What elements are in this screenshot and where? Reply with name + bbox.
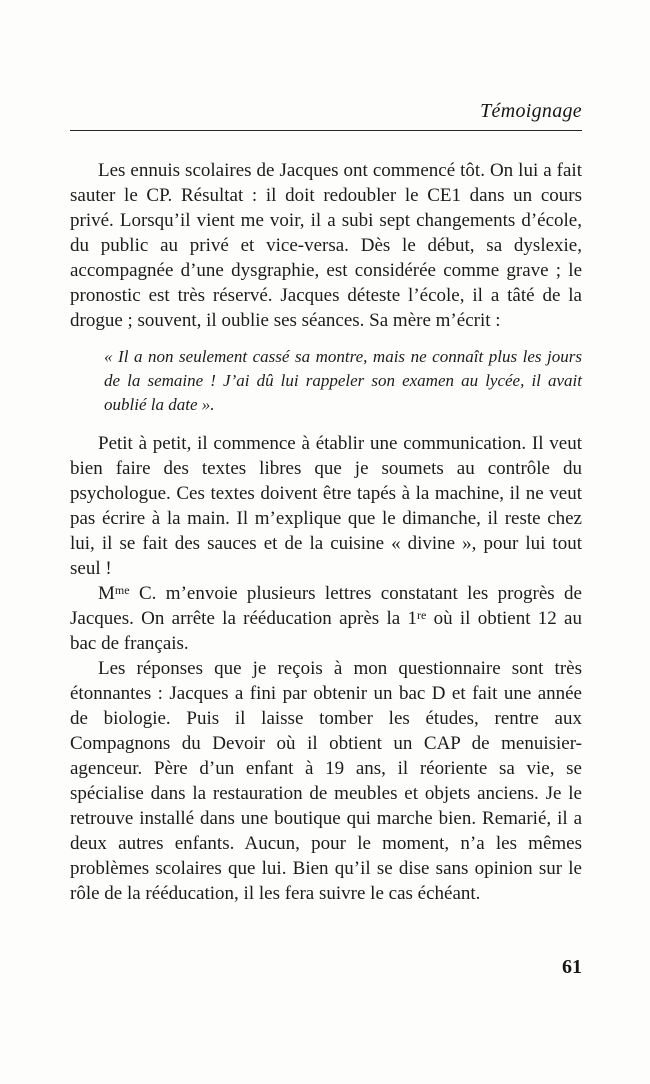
page-number: 61 (562, 956, 582, 978)
paragraph-4: Les réponses que je reçois à mon questionnaire sont très étonnantes : Jacques a fini par obtenir un bac D et fait une année de biologie. Puis il laisse tomber les études, rentre aux Compagnons du Devoir où il obtient un CAP de menuisier-agenceur. Père d’un enfant à 19 ans, il réoriente sa vie, se spécialise dans la restauration de meubles et objets anciens. Je le retrouve installé dans une boutique qui marche bien. Remarié, il a deux autres enfants. Aucun, pour le moment, n’a les mêmes problèmes scolaires que lui. Bien qu’il se dise sans opinion sur le rôle de la rééducation, il les fera suivre le cas échéant. (70, 658, 582, 904)
page-body (70, 158, 582, 906)
superscript-re: re (416, 607, 427, 622)
paragraph-2: Petit à petit, il commence à établir une communication. Il veut bien faire des textes libres que je soumets au contrôle du psychologue. Ces textes doivent être tapés à la machine, il ne veut pas écrire à la main. Il m’explique que le dimanche, il reste chez lui, il se fait des sauces et de la cuisine « divine », pour lui tout seul ! (70, 433, 582, 579)
paragraph-3-text: où il obtient 12 au bac de français. (70, 608, 582, 654)
paragraph-3-text: C. m’envoie plusieurs lettres constatant les progrès de Jacques. On arrête la rééducation après la 1 (70, 583, 582, 629)
paragraph-3-text: M (98, 583, 115, 604)
paragraph-1: Les ennuis scolaires de Jacques ont commencé tôt. On lui a fait sauter le CP. Résultat : il doit redoubler le CE1 dans un cours privé. Lorsqu’il vient me voir, il a subi sept changements d’école, du public au privé et vice-versa. Dès le début, sa dyslexie, accompagnée d’une dysgraphie, est considérée comme grave ; le pronostic est très réservé. Jacques déteste l’école, il a tâté de la drogue ; souvent, il oublie ses séances. Sa mère m’écrit : (70, 160, 582, 331)
quote-block: « Il a non seulement cassé sa montre, mais ne connaît plus les jours de la semaine ! J’ai dû lui rappeler son examen au lycée, il avait oublié la date ». (104, 347, 582, 414)
superscript-me: me (114, 582, 130, 597)
running-head: Témoignage (480, 100, 582, 122)
paragraph-3 (70, 581, 582, 656)
header-rule (70, 130, 582, 131)
